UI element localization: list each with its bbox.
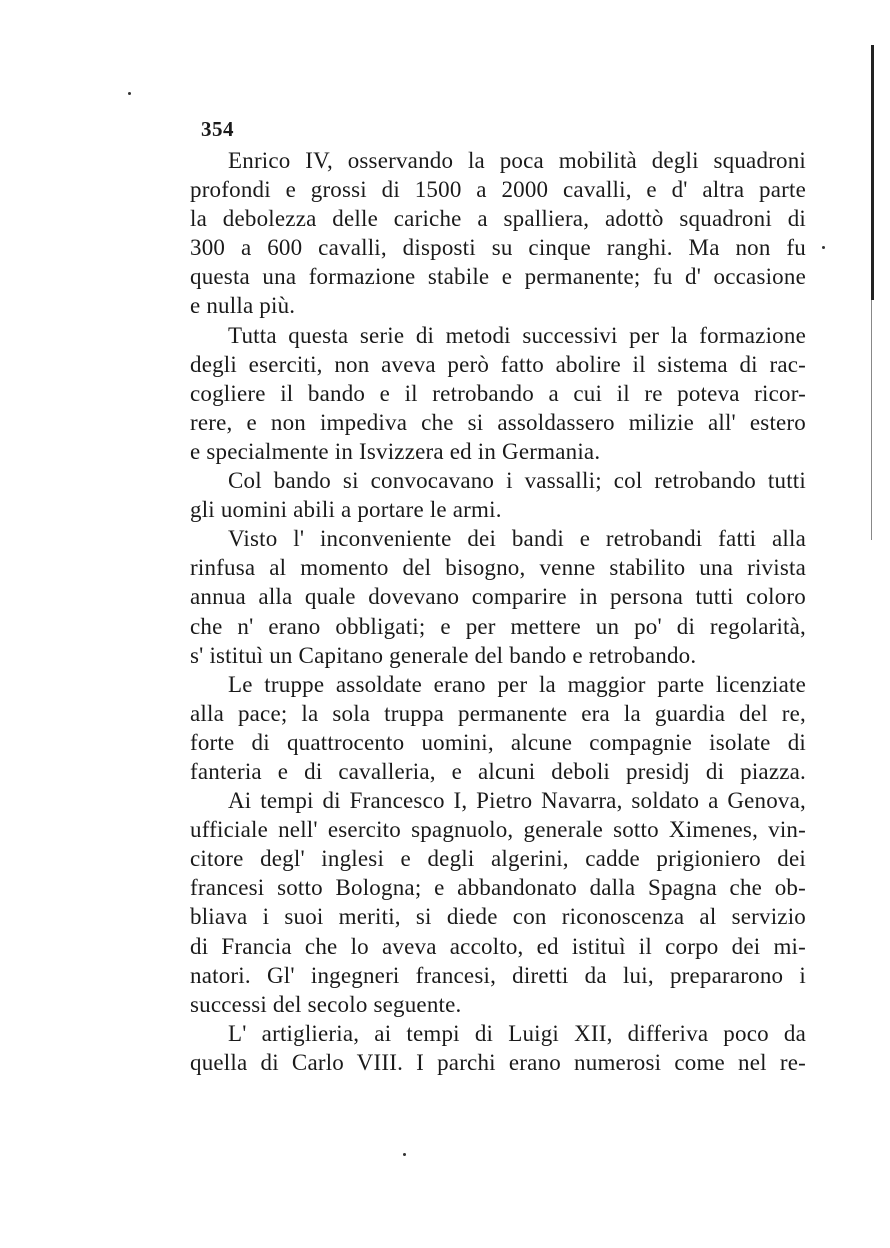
text-line: Col bando si convocavano i vassalli; col retrobando tutti: [228, 468, 806, 494]
text-line: citore degl' inglesi e degli algerini, cadde prigioniero dei: [190, 846, 806, 872]
text-line: 300 a 600 cavalli, disposti su cinque ranghi. Ma non fu: [190, 235, 806, 261]
text-line: cogliere il bando e il retrobando a cui il re poteva ricor-: [190, 380, 806, 406]
text-line: alla pace; la sola truppa permanente era la guardia del re,: [190, 700, 806, 726]
scan-speck: [822, 246, 825, 249]
text-line: annua alla quale dovevano comparire in persona tutti coloro: [190, 584, 806, 610]
body-text: [190, 146, 806, 1077]
text-line: natori. Gl' ingegneri francesi, diretti da lui, prepararono i: [190, 962, 806, 988]
text-line: francesi sotto Bologna; e abbandonato dalla Spagna che ob-: [190, 875, 806, 901]
text-line: Tutta questa serie di metodi successivi per la formazione: [228, 322, 806, 348]
text-line: questa una formazione stabile e permanente; fu d' occasione: [190, 264, 806, 290]
text-line: Enrico IV, osservando la poca mobilità degli squadroni: [228, 148, 806, 173]
scan-speck: [128, 92, 131, 95]
scan-edge-line: [871, 300, 872, 540]
text-line: Le truppe assoldate erano per la maggior parte licenziate: [228, 671, 806, 697]
scan-edge-shadow: [871, 45, 874, 300]
text-line: degli eserciti, non aveva però fatto abolire il sistema di rac-: [190, 351, 806, 377]
text-line: rinfusa al momento del bisogno, venne stabilito una rivista: [190, 555, 806, 581]
text-line: Ai tempi di Francesco I, Pietro Navarra, soldato a Genova,: [228, 788, 806, 814]
text-line: gli uomini abili a portare le armi.: [190, 497, 502, 523]
text-line: ufficiale nell' esercito spagnuolo, generale sotto Ximenes, vin-: [190, 817, 806, 843]
scan-speck: [403, 1153, 406, 1156]
text-line: di Francia che lo aveva accolto, ed istituì il corpo dei mi-: [190, 933, 806, 959]
text-line: successi del secolo seguente.: [190, 991, 462, 1017]
text-line: quella di Carlo VIII. I parchi erano numerosi come nel re-: [190, 1049, 806, 1075]
text-line: e specialmente in Isvizzera ed in Germania.: [190, 438, 601, 464]
text-line: s' istituì un Capitano generale del bando e retrobando.: [190, 642, 697, 668]
text-line: Visto l' inconveniente dei bandi e retrobandi fatti alla: [228, 526, 806, 552]
text-line: fanteria e di cavalleria, e alcuni deboli presidj di piazza.: [190, 758, 806, 784]
text-line: la debolezza delle cariche a spalliera, adottò squadroni di: [190, 206, 806, 232]
text-line: che n' erano obbligati; e per mettere un po' di regolarità,: [190, 613, 806, 639]
text-line: profondi e grossi di 1500 a 2000 cavalli, e d' altra parte: [190, 177, 806, 203]
text-line: bliava i suoi meriti, si diede con riconoscenza al servizio: [190, 904, 806, 930]
text-line: rere, e non impediva che si assoldassero milizie all' estero: [190, 409, 806, 435]
text-line: e nulla più.: [190, 293, 296, 319]
page-number: 354: [201, 117, 234, 141]
text-line: forte di quattrocento uomini, alcune compagnie isolate di: [190, 729, 806, 755]
text-line: L' artiglieria, ai tempi di Luigi XII, differiva poco da: [228, 1020, 806, 1046]
